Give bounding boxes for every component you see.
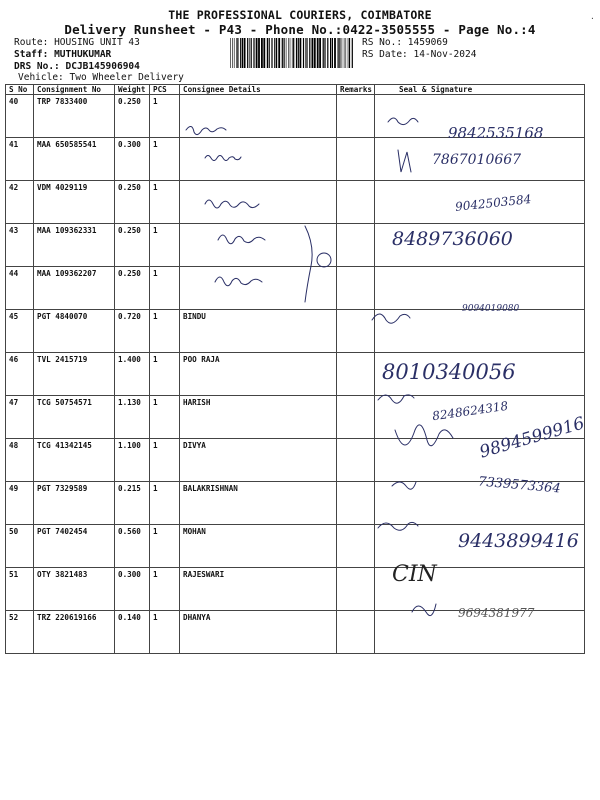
cell-consignment: TRZ 220619166: [34, 611, 115, 654]
cin-mark: CIN: [392, 562, 437, 587]
phone-42: 9042503584: [454, 192, 532, 214]
cell-weight: 0.560: [115, 525, 150, 568]
cell-weight: 0.300: [115, 568, 150, 611]
cell-sno: 46: [6, 353, 34, 396]
staff-label: Staff:: [14, 49, 49, 60]
signature-45-sig: [372, 314, 410, 323]
drs-label: DRS No.:: [14, 61, 60, 72]
cell-weight: 1.400: [115, 353, 150, 396]
cell-pcs: 1: [150, 439, 180, 482]
cell-pcs: 1: [150, 482, 180, 525]
cell-weight: 0.250: [115, 267, 150, 310]
cell-weight: 0.140: [115, 611, 150, 654]
cell-weight: 0.250: [115, 95, 150, 138]
cell-weight: 0.300: [115, 138, 150, 181]
phone-52: 9694381977: [458, 606, 535, 620]
cell-consignment: PGT 4840070: [34, 310, 115, 353]
cell-consignment: TCG 41342145: [34, 439, 115, 482]
vehicle-value: Two Wheeler Delivery: [69, 72, 184, 83]
col-remarks: Remarks: [337, 85, 375, 95]
cell-sno: 41: [6, 138, 34, 181]
col-consignee: Consignee Details: [180, 85, 337, 95]
runsheet-subtitle: Delivery Runsheet - P43 - Phone No.:0422-3505555 - Page No.:4: [64, 22, 536, 37]
phone-47: 8248624318: [431, 398, 509, 424]
signature-52-sig: [412, 604, 436, 616]
cell-consignee: DIVYA: [180, 439, 337, 482]
cell-consignment: TRP 7833400: [34, 95, 115, 138]
cell-pcs: 1: [150, 181, 180, 224]
cell-sno: 45: [6, 310, 34, 353]
cell-weight: 0.250: [115, 181, 150, 224]
cell-consignee: POO RAJA: [180, 353, 337, 396]
cell-weight: 0.250: [115, 224, 150, 267]
rs-date-label: RS Date:: [362, 49, 408, 60]
rs-date-value: 14-Nov-2024: [413, 49, 477, 60]
cell-sno: 43: [6, 224, 34, 267]
cell-sno: 50: [6, 525, 34, 568]
col-pcs: PCS: [150, 85, 180, 95]
cell-consignment: OTY 3821483: [34, 568, 115, 611]
cell-sno: 51: [6, 568, 34, 611]
rs-no-value: 1459069: [407, 37, 448, 48]
col-sno: S No: [6, 85, 34, 95]
signature-47-sig: [378, 395, 414, 403]
circle-mark: [317, 253, 331, 267]
phone-41: 7867010667: [432, 152, 522, 168]
route-value: HOUSING UNIT 43: [54, 37, 140, 48]
cell-sno: 40: [6, 95, 34, 138]
signature-42-name: [205, 200, 259, 208]
phone-45: 9094019080: [462, 304, 520, 314]
signature-41-name: [205, 156, 241, 161]
rs-no-label: RS No.:: [362, 37, 403, 48]
cell-weight: 0.215: [115, 482, 150, 525]
cell-consignee: MOHAN: [180, 525, 337, 568]
drs-value: DCJB145906904: [65, 61, 140, 72]
phone-49: 7339573364: [477, 474, 562, 497]
vehicle-label: Vehicle:: [18, 72, 64, 83]
cell-sno: 48: [6, 439, 34, 482]
cell-consignment: PGT 7329589: [34, 482, 115, 525]
cell-consignment: MAA 109362331: [34, 224, 115, 267]
cell-pcs: 1: [150, 267, 180, 310]
phone-43: 8489736060: [392, 228, 513, 250]
cell-consignee: DHANYA: [180, 611, 337, 654]
signature-44-name: [215, 277, 262, 286]
cell-consignment: TVL 2415719: [34, 353, 115, 396]
cell-pcs: 1: [150, 224, 180, 267]
cell-pcs: 1: [150, 353, 180, 396]
signature-41-sig: [398, 150, 411, 172]
staff-value: MUTHUKUMAR: [54, 49, 112, 60]
cell-pcs: 1: [150, 525, 180, 568]
cell-consignee: RAJESWARI: [180, 568, 337, 611]
signature-40-name: [186, 126, 226, 134]
signature-50-sig: [378, 522, 418, 530]
route-label: Route:: [14, 37, 49, 48]
edge-dot-mark: ·: [590, 14, 595, 23]
cell-pcs: 1: [150, 611, 180, 654]
cell-sno: 47: [6, 396, 34, 439]
cell-sno: 52: [6, 611, 34, 654]
cell-consignee: BALAKRISHNAN: [180, 482, 337, 525]
company-title: THE PROFESSIONAL COURIERS, COIMBATORE: [168, 8, 432, 22]
phone-50: 9443899416: [458, 530, 579, 552]
cell-consignment: MAA 109362207: [34, 267, 115, 310]
phone-46: 8010340056: [382, 360, 516, 384]
cell-consignment: TCG 50754571: [34, 396, 115, 439]
cell-pcs: 1: [150, 568, 180, 611]
signature-48-sig: [395, 425, 453, 446]
cell-sno: 44: [6, 267, 34, 310]
phone-48: 9894599916: [477, 413, 587, 463]
cell-consignment: VDM 4029119: [34, 181, 115, 224]
col-signature: Seal & Signature: [375, 85, 585, 95]
cell-weight: 0.720: [115, 310, 150, 353]
cell-pcs: 1: [150, 310, 180, 353]
cell-consignee: HARISH: [180, 396, 337, 439]
phone-40: 9842535168: [448, 124, 544, 142]
col-weight: Weight: [115, 85, 150, 95]
col-consignment: Consignment No: [34, 85, 115, 95]
cell-pcs: 1: [150, 95, 180, 138]
signature-49-sig: [392, 482, 416, 489]
brace-mark: [305, 226, 312, 302]
cell-pcs: 1: [150, 138, 180, 181]
cell-consignment: PGT 7402454: [34, 525, 115, 568]
signature-40-sig: [388, 118, 418, 125]
cell-sno: 49: [6, 482, 34, 525]
signature-43-name: [218, 235, 265, 244]
cell-weight: 1.100: [115, 439, 150, 482]
cell-consignee: BINDU: [180, 310, 337, 353]
cell-pcs: 1: [150, 396, 180, 439]
cell-sno: 42: [6, 181, 34, 224]
cell-consignment: MAA 650585541: [34, 138, 115, 181]
cell-weight: 1.130: [115, 396, 150, 439]
